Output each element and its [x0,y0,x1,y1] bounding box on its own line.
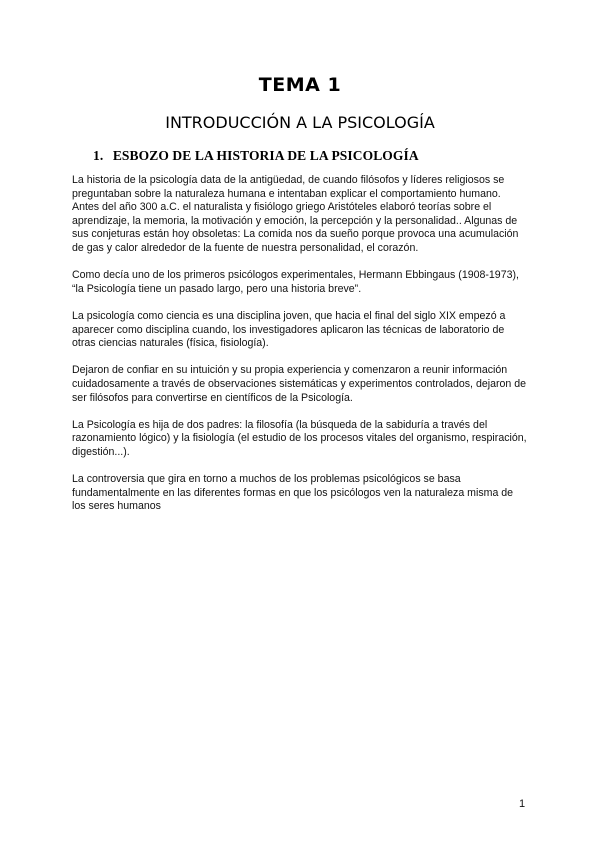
document-subtitle: INTRODUCCIÓN A LA PSICOLOGÍA [165,113,435,132]
paragraph-2: Como decía uno de los primeros psicólogos experimentales, Hermann Ebbingaus (1908-1973), “la Psicología tiene un pasado largo, pero una historia breve”. [72,269,519,295]
paragraph-6: La controversia que gira en torno a muchos de los problemas psicológicos se basa fundamentalmente en las diferentes formas en que los psicólogos ven la naturaleza misma de los seres humanos [72,473,514,513]
paragraph-5: La Psicología es hija de dos padres: la filosofía (la búsqueda de la sabiduría a través del razonamiento lógico) y la fisiología (el estudio de los procesos vitales del organismo, respiración, digestión...). [72,418,527,458]
section-number: 1. [93,148,104,163]
paragraph-3: La psicología como ciencia es una disciplina joven, que hacia el final del siglo XIX empezó a aparecer como disciplina cuando, los investigadores aplicaron las técnicas de laboratorio de otras ciencias naturales (física, fisiología). [72,309,506,350]
section-heading [93,148,419,164]
section-heading-text: ESBOZO DE LA HISTORIA DE LA PSICOLOGÍA [112,148,419,163]
body-text [72,174,528,527]
document-title: TEMA 1 [258,74,342,96]
paragraph-4: Dejaron de confiar en su intuición y su propia experiencia y comenzaron a reunir información cuidadosamente a través de observaciones sistemáticas y experimentos controlados, dejaron de ser filósofos para convertirse en científicos de la Psicología. [72,364,527,404]
page-number: 1 [519,798,526,810]
paragraph-1: La historia de la psicología data de la antigüedad, de cuando filósofos y líderes religiosos se preguntaban sobre la naturaleza humana e intentaban explicar el comportamiento humano. Antes del año 300 a.C. el naturalista y fisiólogo griego Aristóteles elaboró teorías sobre el aprendizaje, la memoria, la motivación y emoción, la percepción y la personalidad.. Algunas de sus conjeturas están hoy obsoletas: La comida nos da sueño porque provoca una acumulación de gas y calor alrededor de la fuente de nuestra personalidad, el corazón. [72,174,519,254]
